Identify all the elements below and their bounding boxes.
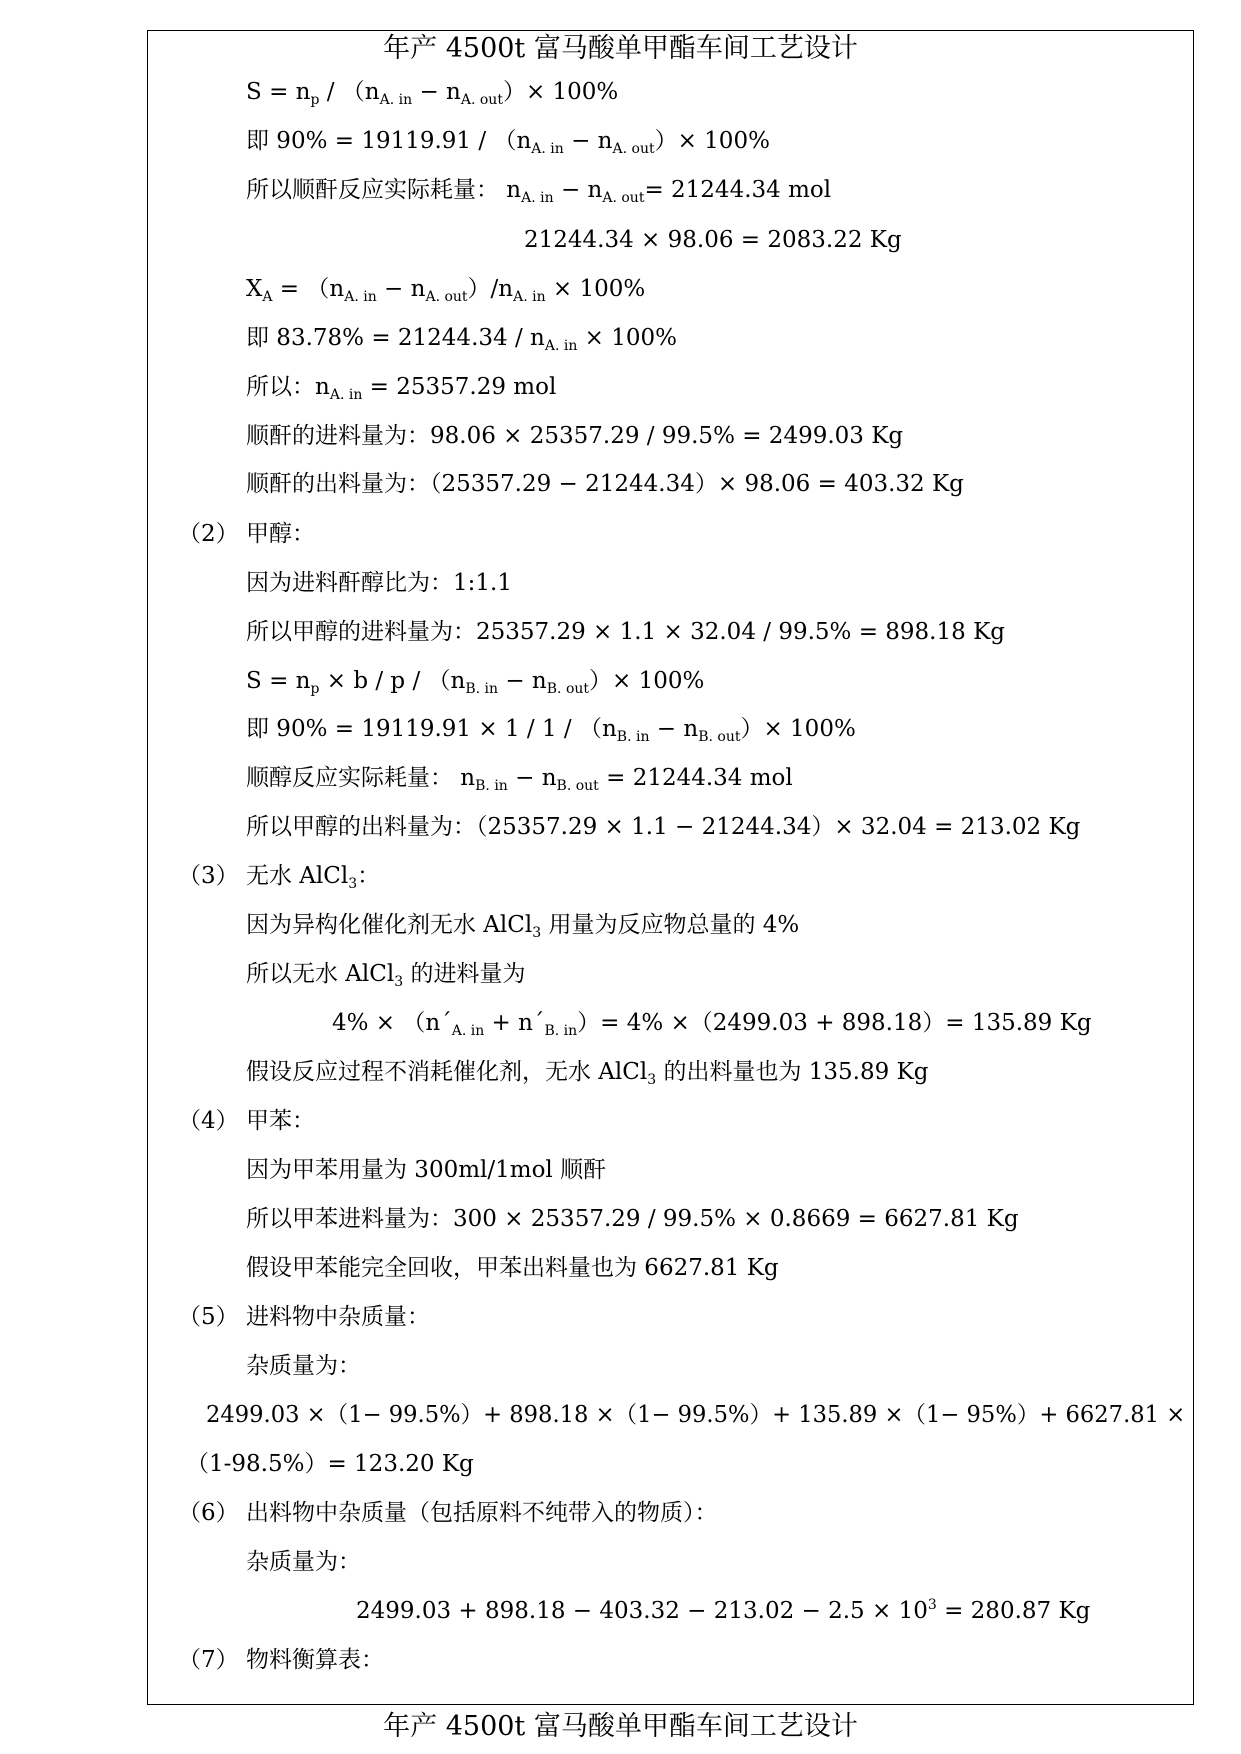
text-line: 所以甲醇的出料量为：（25357.29 × 1.1 − 21244.34）× 32.04 = 213.02 Kg: [246, 814, 1081, 840]
text-line: 假设甲苯能完全回收，甲苯出料量也为 6627.81 Kg: [246, 1255, 779, 1281]
formula-line: 即 $90\% = 19119.91 / (n_{A. in} - n_{A. out})\times 100\%$: [246, 128, 770, 157]
formula-line: 2499.03 ×（1− 99.5%）+ 898.18 ×（1− 99.5%）+ 135.89 ×（1− 95%）+ 6627.81 ×: [206, 1402, 1186, 1428]
section-heading: （6） 出料物中杂质量（包括原料不纯带入的物质）：: [178, 1500, 718, 1526]
formula-line: 即 $90\% = 19119.91 \times 1 / 1 / (n_{B. in} - n_{B. out})\times 100\%$: [246, 716, 856, 745]
page-footer: 年产 4500t 富马酸单甲酯车间工艺设计: [383, 1711, 858, 1742]
formula-line: $S = n_p \times b / p / (n_{B. in} - n_{B. out})\times 100\%$: [246, 668, 705, 697]
formula-line: $4\% \times (n´_{A. in}$ + $n´_{B. in})= 4\% \times(2499.03 + 898.18)= 135.89$ Kg: [332, 1010, 1092, 1039]
text-line: 杂质量为：: [246, 1353, 361, 1379]
formula-line: $2499.03 + 898.18 - 403.32 - 213.02 - 2.5 \times 10^3 = 280.87$ Kg: [356, 1597, 1091, 1624]
text-line: 因为进料酐醇比为：1:1.1: [246, 570, 512, 596]
text-line: 所以顺酐反应实际耗量： $n_{A. in} - n_{A. out}= 21244.34$ mol: [246, 177, 832, 206]
section-heading: （4） 甲苯：: [178, 1108, 315, 1134]
text-line: 顺醇反应实际耗量： $n_{B. in} - n_{B. out} = 21244.34$ mol: [246, 765, 793, 794]
text-line: 所以甲醇的进料量为：25357.29 × 1.1 × 32.04 / 99.5% = 898.18 Kg: [246, 619, 1005, 645]
text-line: 所以：$n_{A. in} = 25357.29$ mol: [246, 374, 557, 403]
text-line: 因为甲苯用量为 300ml/1mol 顺酐: [246, 1157, 607, 1183]
text-line: 顺酐的出料量为：（25357.29 − 21244.34）× 98.06 = 403.32 Kg: [246, 471, 964, 497]
formula-line: （1-98.5%）= 123.20 Kg: [186, 1451, 474, 1477]
section-heading: （3） 无水 AlCl$_3$：: [178, 863, 381, 892]
text-line: 所以甲苯进料量为：300 × 25357.29 / 99.5% × 0.8669 = 6627.81 Kg: [246, 1206, 1019, 1232]
text-line: 顺酐的进料量为：98.06 × 25357.29 / 99.5% = 2499.03 Kg: [246, 423, 904, 449]
text-line: 杂质量为：: [246, 1549, 361, 1575]
section-heading: （5） 进料物中杂质量：: [178, 1304, 430, 1330]
section-heading: （2） 甲醇：: [178, 521, 315, 547]
formula-line: $X_A = (n_{A. in} - n_{A. out})/n_{A. in} \times 100\%$: [246, 276, 646, 305]
section-heading: （7） 物料衡算表：: [178, 1647, 384, 1673]
text-line: 假设反应过程不消耗催化剂，无水 AlCl$_3$ 的出料量也为 135.89 Kg: [246, 1059, 929, 1088]
formula-line: 即 $83.78\% = 21244.34 / n_{A. in} \times 100\%$: [246, 325, 678, 354]
text-line: 所以无水 AlCl$_3$ 的进料量为: [246, 961, 526, 990]
text-line: 因为异构化催化剂无水 AlCl$_3$ 用量为反应物总量的 4%: [246, 912, 800, 941]
page-header: 年产 4500t 富马酸单甲酯车间工艺设计: [383, 33, 858, 64]
formula-line: $S = n_p / (n_{A. in} - n_{A. out})\times 100\%$: [246, 79, 619, 108]
formula-line: 21244.34 × 98.06 = 2083.22 Kg: [524, 227, 902, 253]
